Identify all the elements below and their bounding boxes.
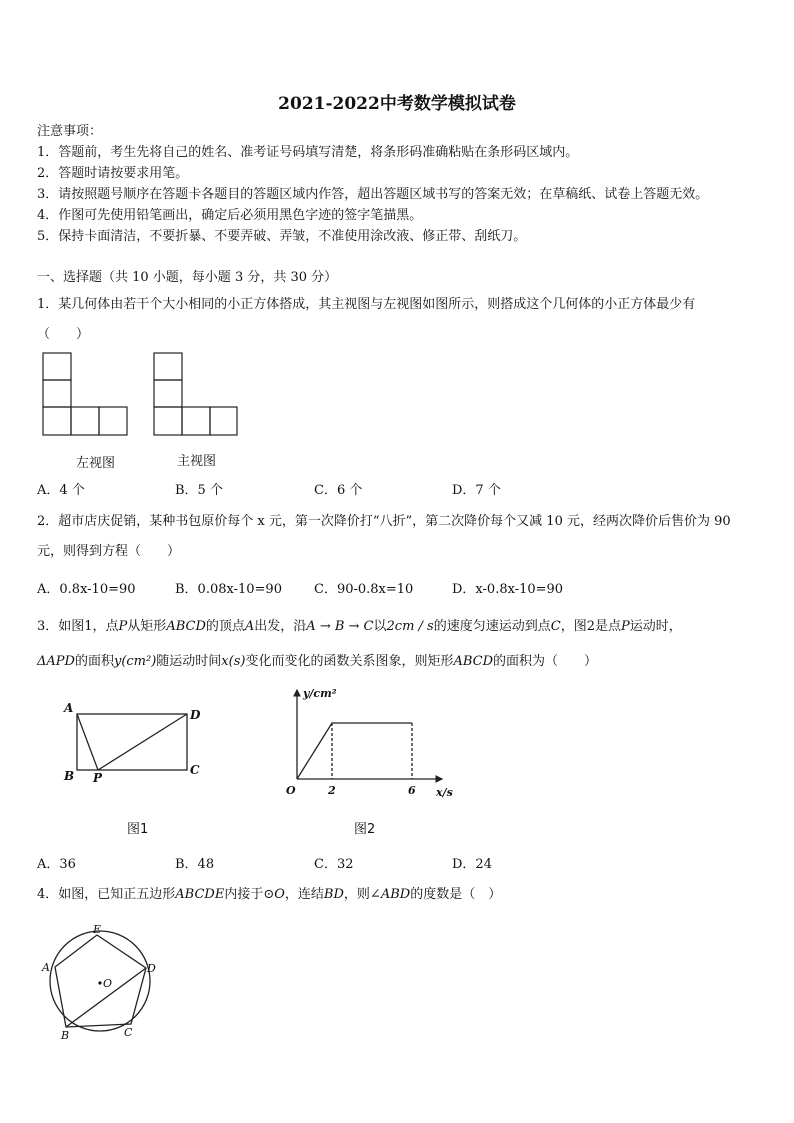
q3-math: ABCD — [166, 619, 206, 634]
question-2-text: 2．超市店庆促销，某种书包原价每个 x 元，第一次降价打“八折”，第二次降价每个又减 10 元，经两次降价后售价为 90 — [37, 514, 731, 529]
q3-text: 的速度匀速运动到点 — [433, 619, 551, 634]
label-b: B — [61, 1029, 70, 1042]
q3-text: 3．如图1，点 — [37, 619, 119, 634]
q3-math: ΔAPD — [37, 654, 75, 669]
q1-main-view-caption: 主视图 — [177, 454, 217, 469]
q2-option-b: B．0.08x-10=90 — [175, 582, 282, 597]
q3-text: 从矩形 — [127, 619, 167, 634]
q3-text: 以 — [373, 619, 387, 634]
q4-math: ABD — [380, 887, 411, 902]
q1-left-view-caption: 左视图 — [76, 456, 116, 471]
q1-option-d: D．7 个 — [452, 483, 501, 498]
q3-text: ，图2是点 — [560, 619, 621, 634]
q4-text: 的度数是（ ） — [410, 887, 502, 902]
q3-text: 的顶点 — [205, 619, 245, 634]
label-b: B — [64, 769, 75, 783]
q4-math: ABCDE — [175, 887, 225, 902]
q3-option-d: D．24 — [452, 857, 492, 872]
pentagon-abcde — [55, 935, 146, 1027]
q2-option-c: C．90-0.8x=10 — [314, 582, 414, 597]
notice-item: 1．答题前，考生先将自己的姓名、准考证号码填写清楚，将条形码准确粘贴在条形码区域内。 — [37, 145, 579, 160]
q4-text: 4．如图，已知正五边形 — [37, 887, 176, 902]
q3-option-c: C．32 — [314, 857, 354, 872]
q3-text: 出发，沿 — [254, 619, 307, 634]
notice-item: 3．请按照题号顺序在答题卡各题目的答题区域内作答，超出答题区域书写的答案无效；在草稿纸、试卷上答题无效。 — [37, 187, 709, 202]
page-title: 2021-2022中考数学模拟试卷 — [278, 94, 516, 114]
label-d: D — [190, 708, 201, 722]
q3-math: P — [118, 619, 128, 634]
y-axis-label: y/cm² — [303, 687, 337, 700]
section-heading: 一、选择题（共 10 小题，每小题 3 分，共 30 分） — [37, 270, 338, 285]
q4-math: BD — [323, 887, 344, 902]
q3-option-a: A．36 — [37, 857, 76, 872]
q1-option-a: A．4 个 — [37, 483, 85, 498]
label-c: C — [124, 1026, 133, 1039]
q3-math: A → B → C — [306, 619, 374, 634]
q3-math: 2cm / s — [386, 619, 434, 634]
label-e: E — [93, 923, 102, 936]
q3-math: A — [244, 619, 255, 634]
label-o: O — [103, 977, 113, 990]
question-1-bracket: （ ） — [37, 327, 90, 342]
q3-text: 变化而变化的函数关系图象，则矩形 — [245, 654, 454, 669]
label-a: A — [42, 961, 50, 974]
question-1-text: 1．某几何体由若干个大小相同的小正方体搭成，其主视图与左视图如图所示，则搭成这个几何体的小正方体最少有 — [37, 297, 696, 312]
notice-item: 5．保持卡面清洁，不要折暴、不要弄破、弄皱，不准使用涂改液、修正带、刮纸刀。 — [37, 229, 527, 244]
q4-math: O — [274, 887, 285, 902]
tick-2: 2 — [328, 784, 336, 797]
q3-figure-1-caption: 图1 — [127, 822, 149, 837]
center-point — [98, 981, 101, 984]
label-p: P — [93, 771, 103, 785]
q2-option-d: D．x-0.8x-10=90 — [452, 582, 564, 597]
x-axis-label: x/s — [436, 786, 453, 799]
q3-figure-2-caption: 图2 — [354, 822, 376, 837]
tick-6: 6 — [408, 784, 416, 797]
notice-item: 4．作图可先使用铅笔画出，确定后必须用黑色字迹的签字笔描黑。 — [37, 208, 423, 223]
notice-heading: 注意事项： — [37, 124, 103, 139]
circle-o — [50, 931, 150, 1031]
label-d: D — [147, 962, 156, 975]
q3-text: 的面积为（ ） — [493, 654, 598, 669]
q3-option-b: B．48 — [175, 857, 215, 872]
q3-math: y(cm²) — [113, 654, 157, 669]
q3-text: 的面积 — [74, 654, 114, 669]
question-2-text-cont: 元，则得到方程（ ） — [37, 544, 181, 559]
q1-option-b: B．5 个 — [175, 483, 223, 498]
label-a: A — [64, 701, 74, 715]
origin-label: O — [286, 784, 296, 797]
q3-text: 随运动时间 — [156, 654, 222, 669]
q4-text: 内接于⊙ — [224, 887, 275, 902]
q3-math: P — [620, 619, 630, 634]
q3-math: ABCD — [453, 654, 494, 669]
q4-text: ，连结 — [284, 887, 324, 902]
q3-math: x(s) — [221, 654, 246, 669]
notice-item: 2．答题时请按要求用笔。 — [37, 166, 189, 181]
label-c: C — [190, 763, 200, 777]
q4-text: ，则∠ — [343, 887, 381, 902]
q3-math: C — [550, 619, 561, 634]
q2-option-a: A．0.8x-10=90 — [37, 582, 136, 597]
q1-option-c: C．6 个 — [314, 483, 363, 498]
q3-text: 运动时， — [629, 619, 682, 634]
